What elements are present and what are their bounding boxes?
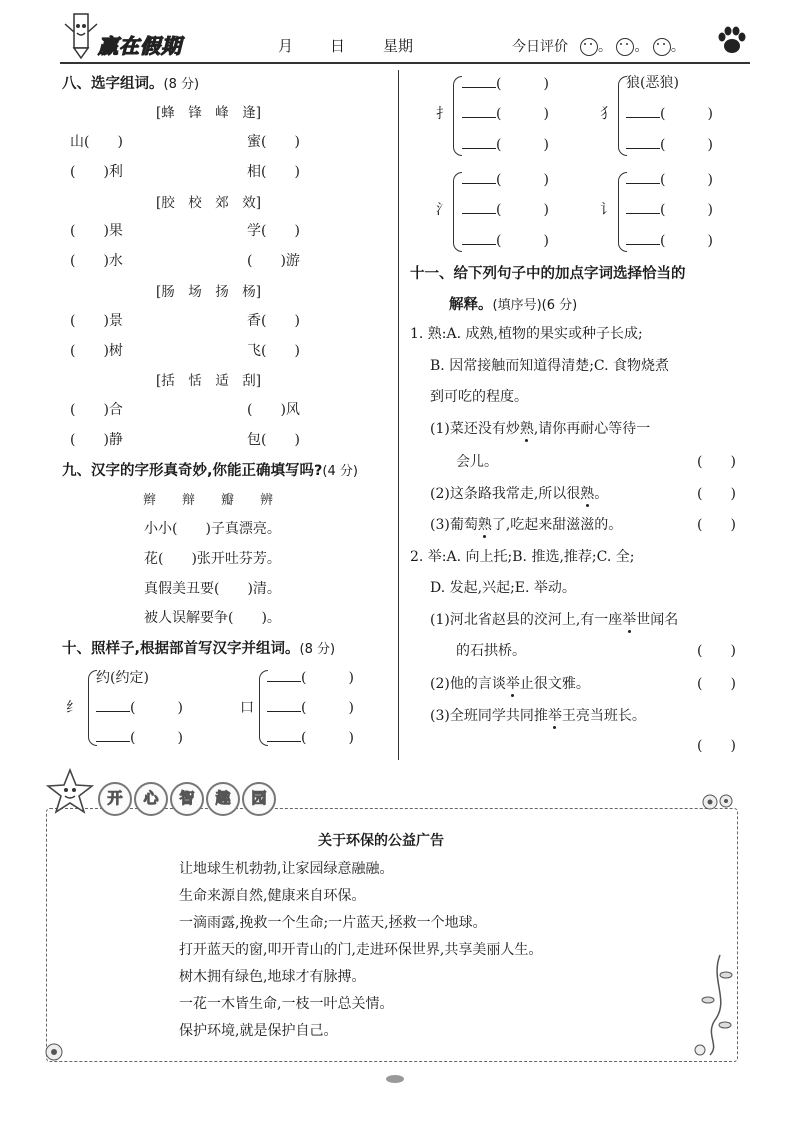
neutral-face-icon[interactable] — [616, 38, 634, 56]
dotted-char: 举 — [622, 612, 637, 628]
s8-g2-b[interactable]: 学( ) — [247, 223, 300, 239]
s11-q1-3: (3)葡萄熟了,吃起来甜滋滋的。 — [430, 517, 623, 533]
s11-q1-3-answer[interactable]: ( ) — [697, 517, 736, 533]
s10-b2-row3[interactable]: ( ) — [267, 727, 354, 747]
day-label: 日 — [330, 37, 346, 55]
s10-radical-2: 口 — [240, 700, 254, 716]
pencil-mascot-icon — [62, 10, 100, 60]
weekday-label: 星期 — [383, 37, 414, 55]
s10-example: 约(约定) — [96, 670, 149, 686]
vine-decoration-icon — [680, 950, 740, 1060]
s8-g4-c[interactable]: ( )静 — [70, 432, 123, 448]
ad-line-6: 一花一木皆生命,一枝一叶总关情。 — [179, 996, 394, 1012]
s8-g2-chars: [胶 校 郊 效] — [156, 195, 262, 211]
s8-g3-b[interactable]: 香( ) — [247, 313, 300, 329]
s8-g4-b[interactable]: ( )风 — [247, 402, 300, 418]
s10-brace-3 — [453, 76, 462, 156]
s9-line-3[interactable]: 真假美丑要( )清。 — [144, 581, 281, 597]
s8-g4-d[interactable]: 包( ) — [247, 432, 300, 448]
s11-title2: 解释。 — [449, 297, 493, 313]
s11-q1-2-answer[interactable]: ( ) — [697, 486, 736, 502]
s10-b5-row2[interactable]: ( ) — [462, 199, 549, 219]
s10-radical-5: 氵 — [436, 202, 450, 218]
rating-faces: 。 。 。 — [580, 36, 685, 56]
s8-g2-d[interactable]: ( )游 — [247, 253, 300, 269]
s10-b2-row1[interactable]: ( ) — [267, 667, 354, 687]
logo-text: 赢在假期 — [98, 34, 182, 58]
s10-b6-row1[interactable]: ( ) — [626, 169, 713, 189]
s11-q2-1: (1)河北省赵县的洨河上,有一座举世闻名 — [430, 612, 679, 628]
s11-heading-2 — [449, 293, 577, 314]
s11-q2-2: (2)他的言谈举止很文雅。 — [430, 676, 590, 692]
s11-q2-def2: D. 发起,兴起;E. 举动。 — [430, 580, 576, 596]
s10-b3-row1[interactable]: ( ) — [462, 73, 549, 93]
ad-line-3: 一滴雨露,挽救一个生命;一片蓝天,拯救一个地球。 — [179, 915, 487, 931]
s9-heading — [62, 459, 358, 480]
s8-g1-d[interactable]: 相( ) — [247, 164, 300, 180]
s9-line-4[interactable]: 被人误解要争( )。 — [144, 610, 281, 626]
s8-g3-d[interactable]: 飞( ) — [247, 343, 300, 359]
s10-title: 十、照样子,根据部首写汉字并组词。 — [62, 641, 300, 657]
s11-q2-1-cont: 的石拱桥。 — [456, 643, 526, 659]
banner-char-5: 园 — [242, 782, 276, 816]
s10-b6-row2[interactable]: ( ) — [626, 199, 713, 219]
s11-q1-def1: 1. 熟:A. 成熟,植物的果实或种子长成; — [410, 326, 643, 342]
s11-q1-def3: 到可吃的程度。 — [430, 389, 528, 405]
s11-q1-1-answer[interactable]: ( ) — [697, 454, 736, 470]
s10-b5-row1[interactable]: ( ) — [462, 169, 549, 189]
ad-title: 关于环保的公益广告 — [318, 833, 444, 849]
ad-line-7: 保护环境,就是保护自己。 — [179, 1023, 338, 1039]
s10-radical-1: 纟 — [66, 700, 80, 716]
s8-g4-chars: [括 恬 适 刮] — [156, 373, 262, 389]
s10-brace-5 — [453, 172, 462, 252]
s8-g2-c[interactable]: ( )水 — [70, 253, 123, 269]
banner-char-2: 心 — [134, 782, 168, 816]
s11-q2-def1: 2. 举:A. 向上托;B. 推选,推荐;C. 全; — [410, 549, 635, 565]
paw-icon — [716, 26, 748, 56]
s8-g2-a[interactable]: ( )果 — [70, 223, 123, 239]
s9-line-1[interactable]: 小小( )子真漂亮。 — [144, 521, 281, 537]
ad-line-1: 让地球生机勃勃,让家园绿意融融。 — [179, 861, 394, 877]
dotted-char: 熟 — [519, 421, 534, 437]
s10-b4-row3[interactable]: ( ) — [626, 134, 713, 154]
column-divider — [398, 70, 399, 760]
s8-points: (8 分) — [163, 77, 200, 92]
page-ornament-icon — [380, 1074, 410, 1084]
dotted-char: 举 — [505, 676, 520, 692]
s10-b2-row2[interactable]: ( ) — [267, 697, 354, 717]
s11-q1-1: (1)菜还没有炒熟,请你再耐心等待一 — [430, 421, 651, 437]
s8-g1-c[interactable]: ( )利 — [70, 164, 123, 180]
sad-face-icon[interactable] — [653, 38, 671, 56]
s8-g1-a[interactable]: 山( ) — [70, 134, 123, 150]
dotted-char: 举 — [547, 708, 562, 724]
star-mascot-icon — [42, 768, 100, 816]
s8-g1-b[interactable]: 蜜( ) — [247, 134, 300, 150]
s11-q1-def2: B. 因常接触而知道得清楚;C. 食物烧煮 — [430, 358, 670, 374]
s11-q1-2: (2)这条路我常走,所以很熟。 — [430, 486, 609, 502]
s11-title: 十一、给下列句子中的加点字词选择恰当的 — [410, 266, 686, 282]
s9-chars: 辫 辩 瓣 辨 — [143, 493, 274, 508]
s8-g3-a[interactable]: ( )景 — [70, 313, 123, 329]
month-label: 月 — [278, 37, 294, 55]
s8-g4-a[interactable]: ( )合 — [70, 402, 123, 418]
s10-b6-row3[interactable]: ( ) — [626, 230, 713, 250]
s10-heading — [62, 637, 335, 658]
rating-label: 今日评价 — [512, 39, 568, 55]
s8-g3-chars: [肠 场 扬 杨] — [156, 284, 262, 300]
happy-face-icon[interactable] — [580, 38, 598, 56]
ad-line-2: 生命来源自然,健康来自环保。 — [179, 888, 366, 904]
s10-radical-4: 犭 — [600, 106, 614, 122]
header-rule — [60, 62, 750, 64]
dotted-char: 熟 — [477, 517, 492, 533]
s10-b3-row2[interactable]: ( ) — [462, 103, 549, 123]
page-header — [0, 0, 793, 70]
s11-q1-1-cont: 会儿。 — [456, 454, 498, 470]
flower-icon — [700, 790, 736, 814]
s11-q2-1-answer[interactable]: ( ) — [697, 643, 736, 659]
s11-q2-3-answer[interactable]: ( ) — [697, 738, 736, 754]
flower-icon — [40, 1040, 70, 1064]
s8-title: 八、选字组词。 — [62, 76, 164, 92]
s9-line-2[interactable]: 花( )张开吐芬芳。 — [144, 551, 281, 567]
s10-b1-row2[interactable]: ( ) — [96, 697, 183, 717]
s10-b3-row3[interactable]: ( ) — [462, 134, 549, 154]
s11-points: (填序号)(6 分) — [492, 298, 578, 313]
s10-radical-3: 扌 — [436, 106, 450, 122]
s8-g3-c[interactable]: ( )树 — [70, 343, 123, 359]
s9-points: (4 分) — [322, 464, 358, 479]
dotted-char: 熟 — [580, 486, 595, 502]
ad-line-4: 打开蓝天的窗,叩开青山的门,走进环保世界,共享美丽人生。 — [179, 942, 543, 958]
banner-char-3: 智 — [170, 782, 204, 816]
s11-q2-3: (3)全班同学共同推举王亮当班长。 — [430, 708, 646, 724]
s10-b5-row3[interactable]: ( ) — [462, 230, 549, 250]
s10-radical-6: 讠 — [600, 202, 614, 218]
fun-banner — [98, 782, 278, 816]
s10-b4-row2[interactable]: ( ) — [626, 103, 713, 123]
banner-char-1: 开 — [98, 782, 132, 816]
s11-q2-2-answer[interactable]: ( ) — [697, 676, 736, 692]
banner-char-4: 趣 — [206, 782, 240, 816]
s10-b1-row3[interactable]: ( ) — [96, 727, 183, 747]
s8-heading — [62, 72, 199, 93]
s10-points: (8 分) — [299, 642, 336, 657]
s9-title: 九、汉字的字形真奇妙,你能正确填写吗? — [62, 463, 323, 479]
s10-b4-example: 狼(恶狼) — [626, 75, 679, 91]
ad-line-5: 树木拥有绿色,地球才有脉搏。 — [179, 969, 366, 985]
s8-g1-chars: [蜂 锋 峰 逢] — [156, 105, 262, 121]
